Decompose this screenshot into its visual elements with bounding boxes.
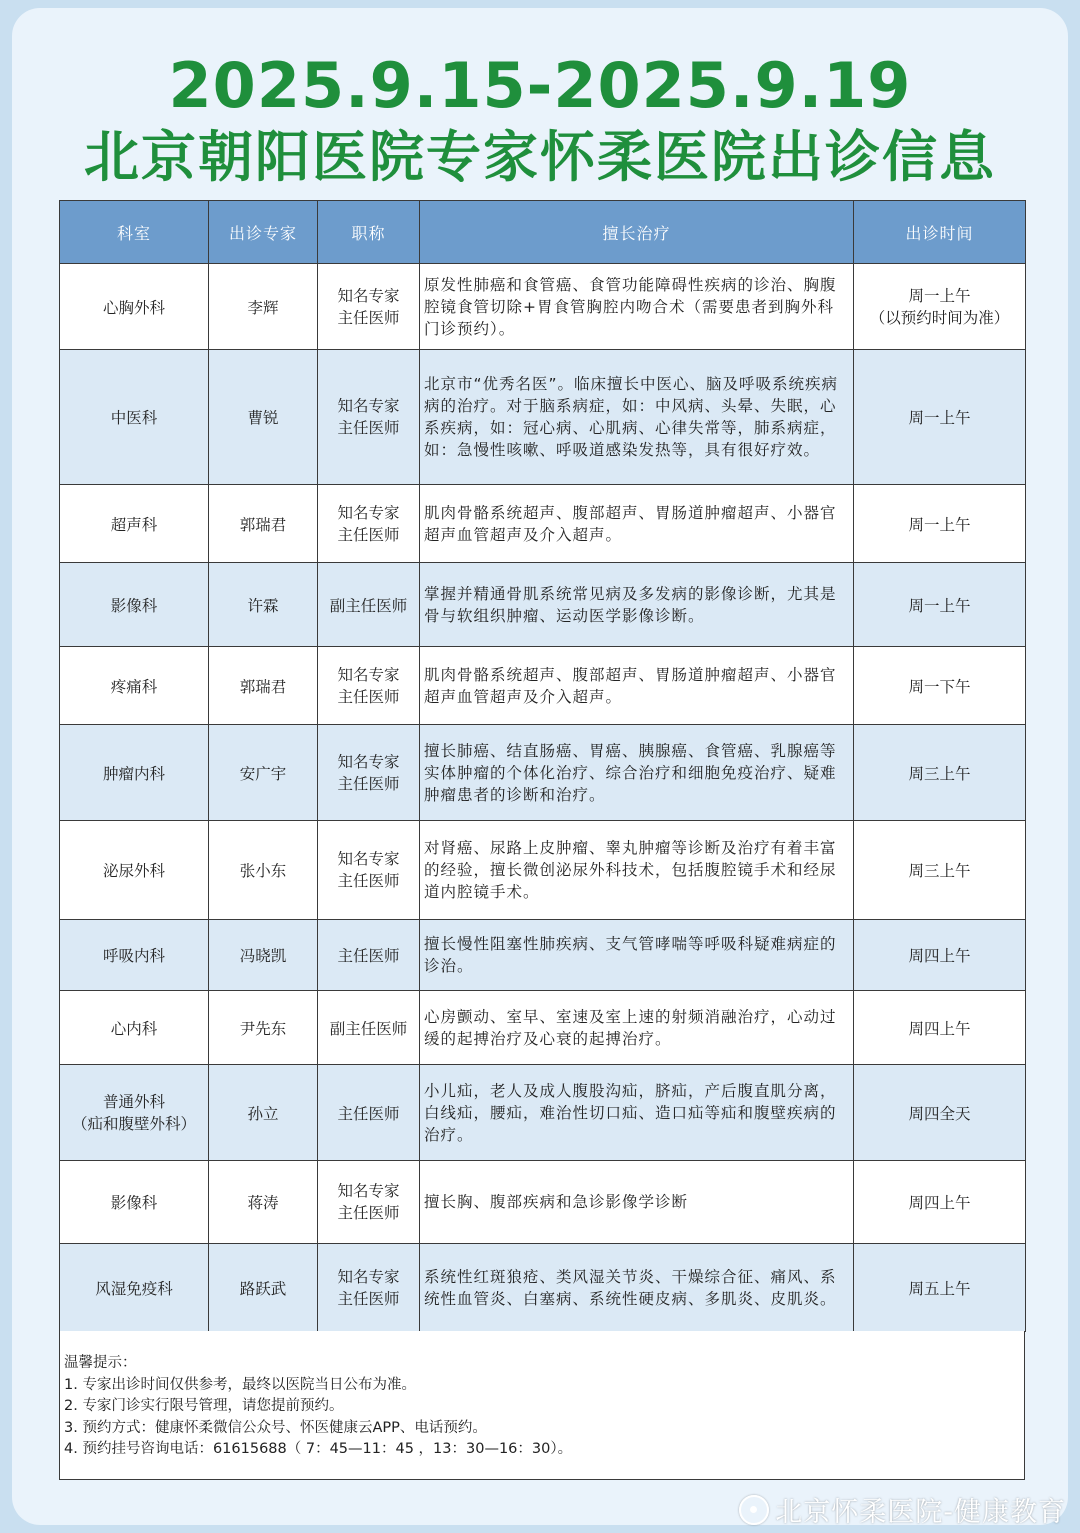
time-note: （以预约时间为准） — [869, 308, 1010, 327]
specialty-cell: 擅长胸、腹部疾病和急诊影像学诊断 — [420, 1161, 854, 1244]
dept-cell: 影像科 — [60, 1161, 209, 1244]
date-range-title: 2025.9.15-2025.9.19 — [168, 49, 912, 122]
time-cell: 周三上午 — [854, 821, 1026, 920]
weibo-icon — [739, 1495, 769, 1525]
watermark-text: 北京怀柔医院-健康教育 — [775, 1497, 1066, 1528]
table-row — [60, 725, 1026, 821]
title-cell: 副主任医师 — [318, 991, 420, 1065]
dept-cell: 心胸外科 — [60, 264, 209, 350]
title-line: 主任医师 — [337, 774, 400, 793]
table-header-row — [60, 201, 1026, 264]
specialty-cell: 擅长慢性阻塞性肺疾病、支气管哮喘等呼吸科疑难病症的诊治。 — [420, 920, 854, 991]
doctor-cell: 冯晓凯 — [209, 920, 318, 991]
title-line: 知名专家 — [337, 1267, 400, 1286]
schedule-table — [59, 200, 1026, 1332]
doctor-cell: 曹锐 — [209, 350, 318, 485]
table-row — [60, 563, 1026, 647]
title-line: 主任医师 — [337, 308, 400, 327]
title-cell: 主任医师 — [318, 1065, 420, 1161]
title-line: 主任医师 — [337, 419, 400, 437]
specialty-cell: 原发性肺癌和食管癌、食管功能障碍性疾病的诊治、胸腹腔镜食管切除+胃食管胸腔内吻合术（需要患者到胸外科门诊预约）。 — [420, 264, 854, 350]
title-line: 知名专家 — [337, 286, 400, 305]
title-cell — [318, 647, 420, 725]
title-line: 主任医师 — [337, 872, 400, 890]
title-line: 知名专家 — [337, 1182, 400, 1200]
doctor-cell: 李辉 — [209, 264, 318, 350]
page-title: 北京朝阳医院专家怀柔医院出诊信息 — [83, 125, 996, 189]
doctor-cell: 郭瑞君 — [209, 647, 318, 725]
time-cell: 周一上午 — [854, 485, 1026, 563]
dept-cell: 肿瘤内科 — [60, 725, 209, 821]
tip-item: 3. 预约方式：健康怀柔微信公众号、怀医健康云APP、电话预约。 — [64, 1419, 487, 1436]
time-cell: 周四上午 — [854, 920, 1026, 991]
title-line: 主任医师 — [337, 1204, 400, 1222]
title-line: 主任医师 — [337, 687, 400, 706]
column-header-doctor: 出诊专家 — [209, 201, 318, 264]
title-cell — [318, 485, 420, 563]
title-line: 知名专家 — [337, 665, 400, 684]
doctor-cell: 郭瑞君 — [209, 485, 318, 563]
doctor-cell: 许霖 — [209, 563, 318, 647]
doctor-cell: 蒋涛 — [209, 1161, 318, 1244]
title-line: 主任医师 — [337, 1289, 400, 1308]
time-cell: 周一下午 — [854, 647, 1026, 725]
time-cell: 周一上午 — [854, 350, 1026, 485]
title-line: 知名专家 — [337, 850, 400, 868]
time-cell: 周四上午 — [854, 1161, 1026, 1244]
specialty-cell: 心房颤动、室早、室速及室上速的射频消融治疗，心动过缓的起搏治疗及心衰的起搏治疗。 — [420, 991, 854, 1065]
title-cell — [318, 264, 420, 350]
watermark — [739, 1490, 1066, 1529]
time-cell: 周三上午 — [854, 725, 1026, 821]
time-cell — [854, 264, 1026, 350]
dept-cell: 呼吸内科 — [60, 920, 209, 991]
tip-item: 2. 专家门诊实行限号管理，请您提前预约。 — [64, 1398, 344, 1414]
specialty-cell: 肌肉骨骼系统超声、腹部超声、胃肠道肿瘤超声、小器官超声血管超声及介入超声。 — [420, 485, 854, 563]
specialty-cell: 北京市“优秀名医”。临床擅长中医心、脑及呼吸系统疾病病的治疗。对于脑系病症，如：中风病、头晕、失眠，心系疾病，如：冠心病、心肌病、心律失常等，肺系病症，如：急慢性咳嗽、呼吸道感染发热等，具有很好疗效。 — [420, 350, 854, 485]
title-cell — [318, 821, 420, 920]
title-cell — [318, 1244, 420, 1332]
table-row — [60, 264, 1026, 350]
doctor-cell: 路跃武 — [209, 1244, 318, 1332]
doctor-cell: 张小东 — [209, 821, 318, 920]
column-header-time: 出诊时间 — [854, 201, 1026, 264]
dept-cell: 风湿免疫科 — [60, 1244, 209, 1332]
time-cell: 周一上午 — [854, 563, 1026, 647]
dept-cell: 中医科 — [60, 350, 209, 485]
dept-cell: 超声科 — [60, 485, 209, 563]
tip-item: 4. 预约挂号咨询电话：61615688（ 7：45—11：45 ，13：30—16：30）。 — [64, 1441, 573, 1457]
dept-line: 普通外科 — [102, 1092, 165, 1111]
column-header-dept: 科室 — [60, 201, 209, 264]
dept-cell: 泌尿外科 — [60, 821, 209, 920]
table-row — [60, 920, 1026, 991]
time-line: 周一上午 — [908, 286, 971, 305]
tip-item: 1. 专家出诊时间仅供参考，最终以医院当日公布为准。 — [64, 1376, 416, 1393]
dept-cell: 心内科 — [60, 991, 209, 1065]
column-header-specialty: 擅长治疗 — [420, 201, 854, 264]
dept-cell: 疼痛科 — [60, 647, 209, 725]
time-cell: 周四上午 — [854, 991, 1026, 1065]
specialty-cell: 小儿疝，老人及成人腹股沟疝，脐疝，产后腹直肌分离，白线疝，腰疝，难治性切口疝、造口疝等疝和腹壁疾病的治疗。 — [420, 1065, 854, 1161]
table-row — [60, 485, 1026, 563]
specialty-cell: 系统性红斑狼疮、类风湿关节炎、干燥综合征、痛风、系统性血管炎、白塞病、系统性硬皮病、多肌炎、皮肌炎。 — [420, 1244, 854, 1332]
title-line: 知名专家 — [337, 752, 400, 771]
title-cell — [318, 725, 420, 821]
table-row — [60, 991, 1026, 1065]
doctor-cell: 孙立 — [209, 1065, 318, 1161]
title-cell — [318, 1161, 420, 1244]
table-row — [60, 1065, 1026, 1161]
specialty-cell: 擅长肺癌、结直肠癌、胃癌、胰腺癌、食管癌、乳腺癌等实体肿瘤的个体化治疗、综合治疗和细胞免疫治疗、疑难肿瘤患者的诊断和治疗。 — [420, 725, 854, 821]
table-row — [60, 647, 1026, 725]
table-row — [60, 1244, 1026, 1332]
time-cell: 周四全天 — [854, 1065, 1026, 1161]
specialty-cell: 肌肉骨骼系统超声、腹部超声、胃肠道肿瘤超声、小器官超声血管超声及介入超声。 — [420, 647, 854, 725]
title-line: 知名专家 — [337, 397, 400, 415]
title-cell — [318, 350, 420, 485]
table-row — [60, 350, 1026, 485]
dept-cell: 影像科 — [60, 563, 209, 647]
time-cell: 周五上午 — [854, 1244, 1026, 1332]
column-header-title: 职称 — [318, 201, 420, 264]
dept-subline: （疝和腹壁外科） — [71, 1114, 196, 1133]
title-cell: 主任医师 — [318, 920, 420, 991]
title-cell: 副主任医师 — [318, 563, 420, 647]
table-row — [60, 821, 1026, 920]
doctor-cell: 安广宇 — [209, 725, 318, 821]
dept-cell — [60, 1065, 209, 1161]
title-line: 知名专家 — [337, 503, 400, 522]
table-row — [60, 1161, 1026, 1244]
doctor-cell: 尹先东 — [209, 991, 318, 1065]
tips-heading: 温馨提示： — [64, 1355, 137, 1371]
specialty-cell: 对肾癌、尿路上皮肿瘤、睾丸肿瘤等诊断及治疗有着丰富的经验，擅长微创泌尿外科技术，包括腹腔镜手术和经尿道内腔镜手术。 — [420, 821, 854, 920]
tips-box — [59, 1331, 1025, 1480]
specialty-cell: 掌握并精通骨肌系统常见病及多发病的影像诊断，尤其是骨与软组织肿瘤、运动医学影像诊断。 — [420, 563, 854, 647]
title-line: 主任医师 — [337, 525, 400, 544]
